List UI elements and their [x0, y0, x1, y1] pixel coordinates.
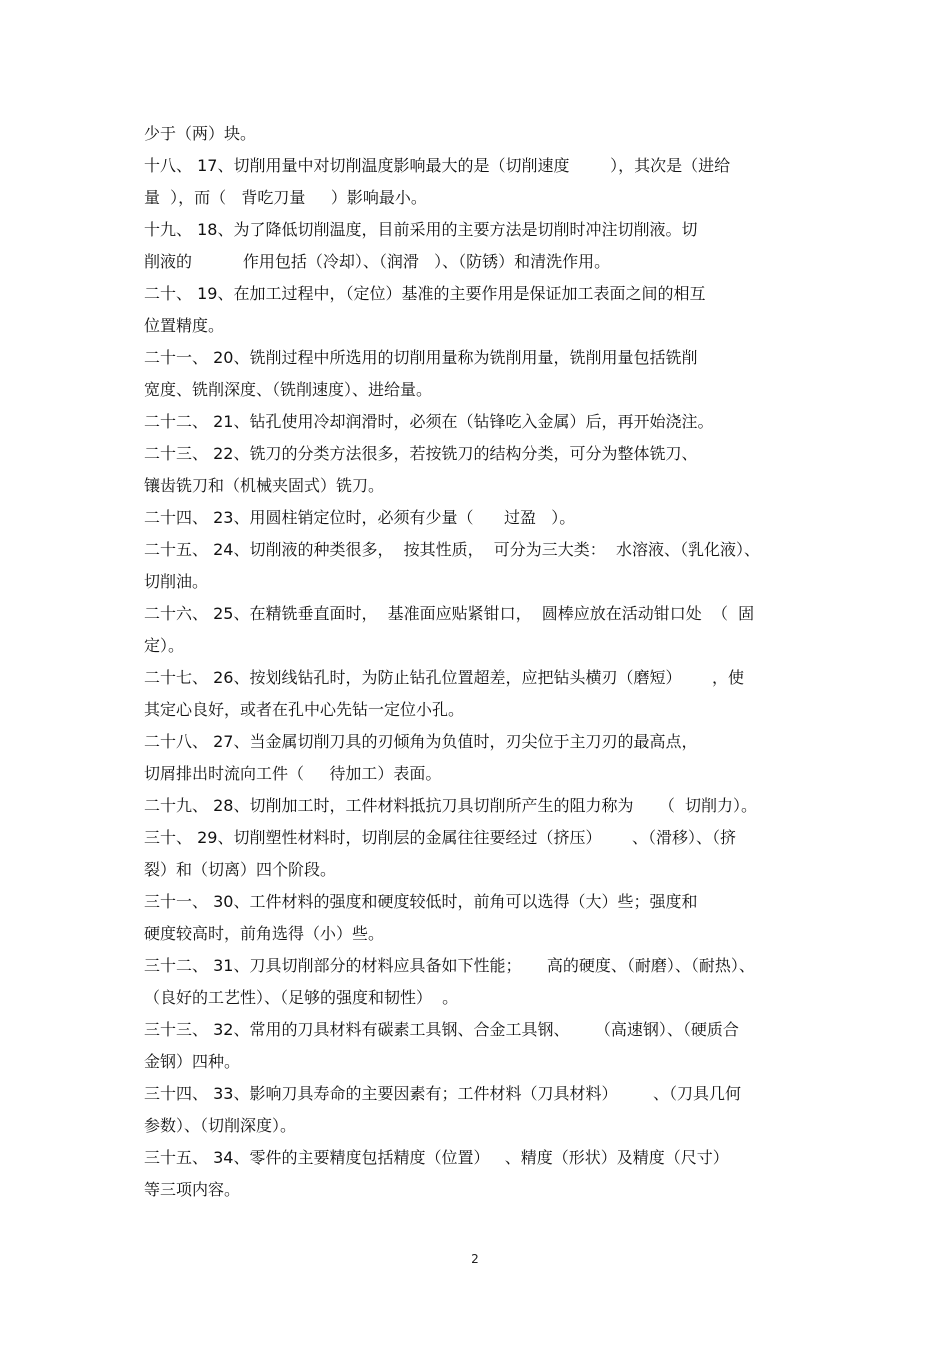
text-line: 镶齿铣刀和（机械夹固式）铣刀。 [144, 476, 385, 495]
text-line: 金钢）四种。 [144, 1052, 241, 1071]
text-line: 三十二、 31、刀具切削部分的材料应具备如下性能； 高的硬度、（耐磨）、（耐热）、 [144, 956, 755, 975]
text-line: 参数）、（切削深度）。 [144, 1116, 297, 1135]
text-line: 二十六、 25、在精铣垂直面时， 基准面应贴紧钳口， 圆棒应放在活动钳口处 （ 固 [144, 604, 755, 623]
text-line: 宽度、铣削深度、（铣削速度）、进给量。 [144, 380, 433, 399]
text-line: 其定心良好，或者在孔中心先钻一定位小孔。 [144, 700, 465, 719]
page-number: 2 [471, 1252, 479, 1266]
text-line: （良好的工艺性）、（足够的强度和韧性） 。 [144, 988, 459, 1007]
text-line: 三十、 29、切削塑性材料时，切削层的金属往往要经过（挤压） 、（滑移）、（挤 [144, 828, 736, 847]
text-line: 硬度较高时，前角选得（小）些。 [144, 924, 385, 943]
text-line: 十九、 18、为了降低切削温度，目前采用的主要方法是切削时冲注切削液。切 [144, 220, 698, 239]
text-line: 二十五、 24、切削液的种类很多， 按其性质， 可分为三大类： 水溶液、（乳化液）、 [144, 540, 760, 559]
text-line: 三十五、 34、零件的主要精度包括精度（位置） 、精度（形状）及精度（尺寸） [144, 1148, 729, 1167]
text-line: 三十三、 32、常用的刀具材料有碳素工具钢、合金工具钢、 （高速钢）、（硬质合 [144, 1020, 739, 1039]
text-line: 定）。 [144, 636, 185, 655]
text-line: 二十八、 27、当金属切削刀具的刃倾角为负值时，刃尖位于主刀刃的最高点， [144, 732, 698, 751]
text-line: 位置精度。 [144, 316, 225, 335]
text-line: 等三项内容。 [144, 1180, 241, 1199]
text-line: 削液的 作用包括（冷却）、（润滑 ）、（防锈）和清洗作用。 [144, 252, 611, 271]
text-line: 三十四、 33、影响刀具寿命的主要因素有；工件材料（刀具材料） 、（刀具几何 [144, 1084, 742, 1103]
text-line: 裂）和（切离）四个阶段。 [144, 860, 337, 879]
text-line: 二十四、 23、用圆柱销定位时，必须有少量（ 过盈 ）。 [144, 508, 576, 527]
text-line: 二十七、 26、按划线钻孔时，为防止钻孔位置超差，应把钻头横刃（磨短） ，使 [144, 668, 744, 687]
document-body [144, 118, 814, 1206]
text-line: 三十一、 30、工件材料的强度和硬度较低时，前角可以选得（大）些；强度和 [144, 892, 698, 911]
text-line: 十八、 17、切削用量中对切削温度影响最大的是（切削速度 ），其次是（进给 [144, 156, 731, 175]
text-line: 二十、 19、在加工过程中，（定位）基准的主要作用是保证加工表面之间的相互 [144, 284, 706, 303]
text-line: 少于（两）块。 [144, 124, 257, 143]
text-line: 二十九、 28、切削加工时，工件材料抵抗刀具切削所产生的阻力称为 （ 切削力）。 [144, 796, 758, 815]
text-line: 二十二、 21、钻孔使用冷却润滑时，必须在（钻锋吃入金属）后，再开始浇注。 [144, 412, 714, 431]
text-line: 切屑排出时流向工件（ 待加工）表面。 [144, 764, 442, 783]
text-line: 二十一、 20、铣削过程中所选用的切削用量称为铣削用量，铣削用量包括铣削 [144, 348, 698, 367]
text-line: 二十三、 22、铣刀的分类方法很多，若按铣刀的结构分类，可分为整体铣刀、 [144, 444, 698, 463]
text-line: 切削油。 [144, 572, 209, 591]
text-line: 量 ），而（ 背吃刀量 ）影响最小。 [144, 188, 427, 207]
